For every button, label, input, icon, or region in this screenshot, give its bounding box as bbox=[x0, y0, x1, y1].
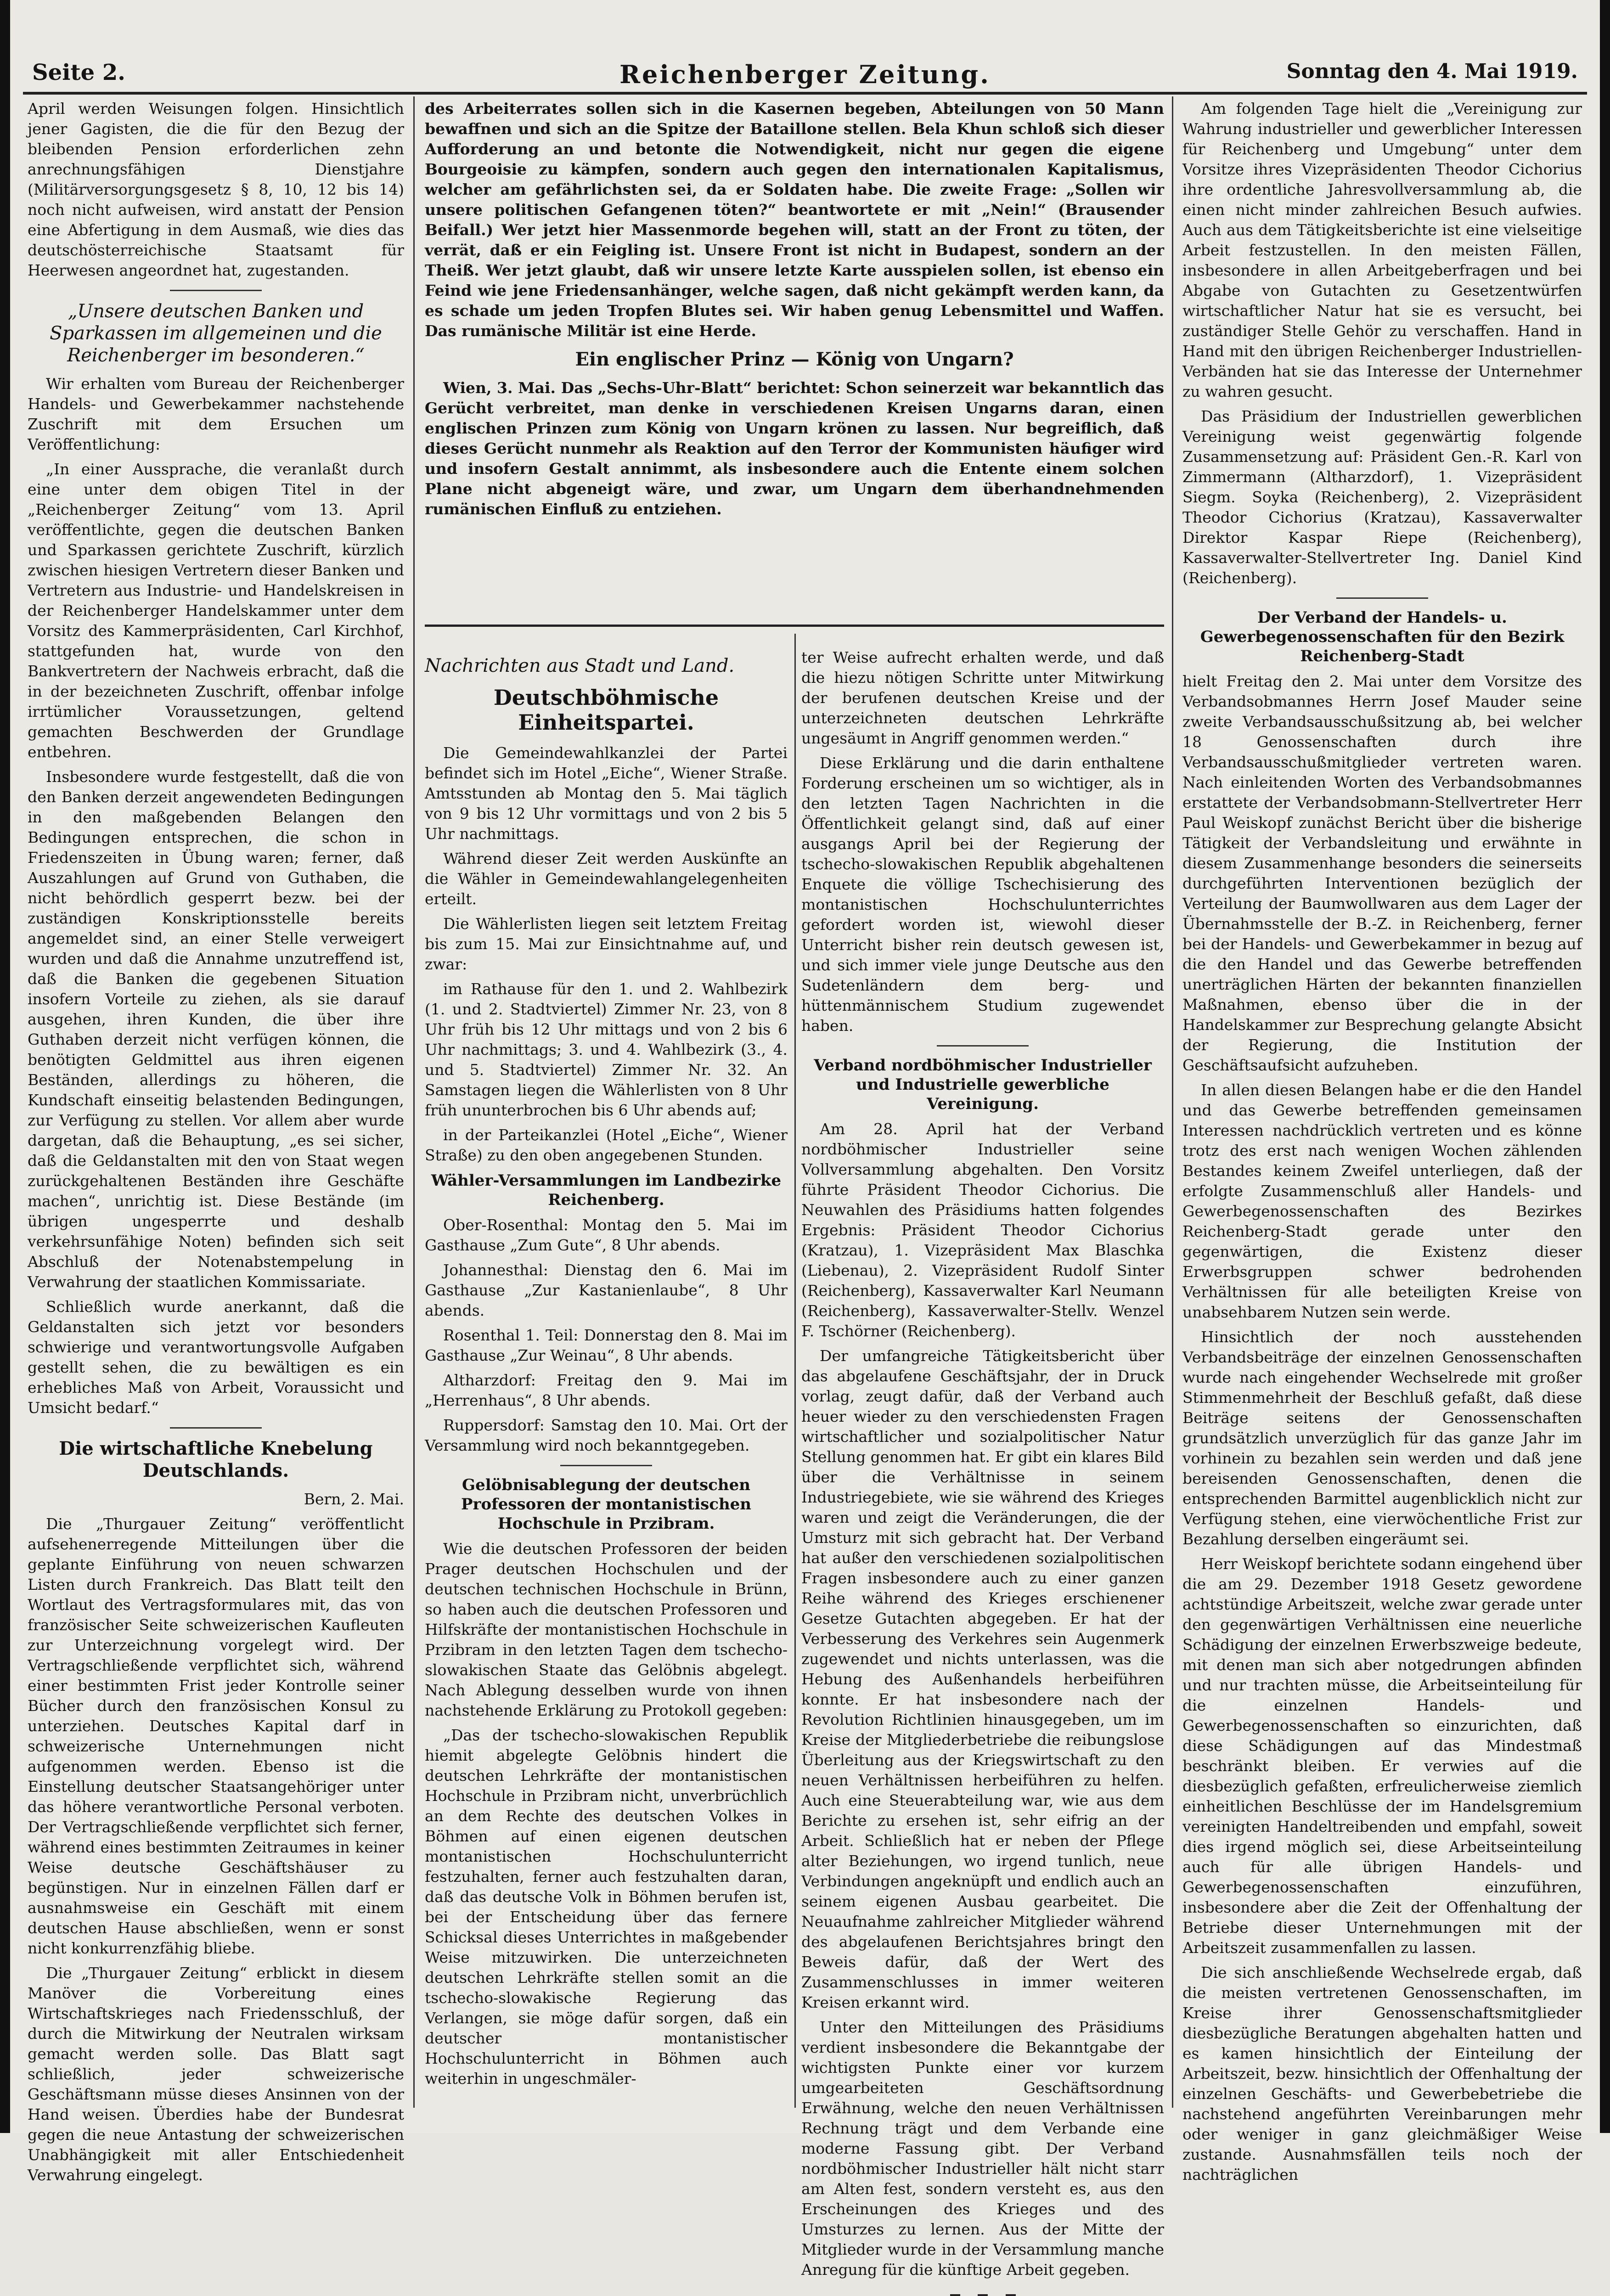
column-rule bbox=[794, 634, 796, 2108]
paragraph: Altharzdorf: Freitag den 9. Mai im „Herrenhaus“, 8 Uhr abends. bbox=[425, 1371, 788, 1409]
divider bbox=[170, 290, 262, 291]
paragraph: in der Parteikanzlei (Hotel „Eiche“, Wiener Straße) zu den oben angegebenen Stunden. bbox=[425, 1126, 788, 1164]
column-2b bbox=[801, 647, 1164, 2296]
divider bbox=[1336, 597, 1428, 599]
scan-edge-left bbox=[0, 0, 10, 2133]
paragraph: Die sich anschließende Wechselrede ergab, daß die meisten vertretenen Genossenschaften, im Kreise ihrer Genossenschaftsmitglieder diesbezügliche Beratungen abgehalten hatten und es kamen hinsichtlich der Einteilung der Arbeitszeit, bezw. hinsichtlich der Offenhaltung der einzelnen Geschäfts- und Gewerbebetriebe die nachstehend angeführten Vereinbarungen mehr oder weniger in ganz gleichmäßiger Weise zustande. Ausnahmsfällen teils noch der nachträglichen bbox=[1182, 1964, 1582, 2183]
paragraph: Herr Weiskopf berichtete sodann eingehend über die am 29. Dezember 1918 Gesetz gewordene achtstündige Arbeitszeit, welche zwar gerade unter den gegenwärtigen Verhältnissen eine neuerliche Schädigung der einzelnen Erwerbszweige bedeute, mit denen man sich aber notgedrungen abfinden und nur trachten müsse, die Arbeitseinteilung für die einzelnen Handels- und Gewerbegenossenschaften so einzurichten, daß diese Schädigungen auf das Mindestmaß beschränkt bleiben. Er verwies auf die diesbezüglich gefaßten, erfreulicherweise ziemlich einheitlichen Beschlüsse der im Handelsgremium vereinigten Handeltreibenden und empfahl, soweit dies irgend möglich sei, diese Arbeitseinteilung auch für alle übrigen Handels- und Gewerbegenossenschaften einzuführen, insbesondere aber die Zeit der Offenhaltung der Betriebe dieser Unternehmungen mit der Arbeitszeit zusammenfallen zu lassen. bbox=[1182, 1555, 1582, 1957]
paragraph: im Rathause für den 1. und 2. Wahlbezirk (1. und 2. Stadtviertel) Zimmer Nr. 23, von 8 Uhr früh bis 12 Uhr mittags und von 2 bis 6 Uhr nachmittags; 3. und 4. Wahlbezirk (3., 4. und 5. Stadtviertel) Zimmer Nr. 32. An Samstagen liegen die Wählerlisten von 8 Uhr früh ununterbrochen bis 6 Uhr abends auf; bbox=[425, 980, 788, 1119]
page-number: Seite 2. bbox=[32, 60, 125, 85]
paragraph: Die Wählerlisten liegen seit letztem Freitag bis zum 15. Mai zur Einsichtnahme auf, und zwar: bbox=[425, 915, 788, 973]
paragraph: Die Gemeindewahlkanzlei der Partei befindet sich im Hotel „Eiche“, Wiener Straße. Amtsstunden ab Montag den 5. Mai täglich von 9 bis 12 Uhr vormittags und von 2 bis 5 Uhr nachmittags. bbox=[425, 744, 788, 843]
end-mark bbox=[978, 2294, 988, 2296]
paragraph: Ober-Rosenthal: Montag den 5. Mai im Gasthause „Zum Gute“, 8 Uhr abends. bbox=[425, 1216, 788, 1254]
paragraph: Wien, 3. Mai. Das „Sechs-Uhr-Blatt“ berichtet: Schon seinerzeit war bekanntlich das Gerücht verbreitet, man denke in verschiedenen Kreisen Ungarns daran, einen englischen Prinzen zum König von Ungarn krönen zu lassen. Nur begreiflich, daß dieses Gerücht nunmehr als Reaktion auf den Terror der Kommunisten häufiger wird und insofern Gestalt annimmt, als insbesondere auch die Entente einem solchen Plane nicht abgeneigt wäre, und zwar, um Ungarn dem überhandnehmenden rumänischen Einfluß zu entziehen. bbox=[425, 379, 1164, 518]
column-2-top bbox=[425, 99, 1164, 524]
column-1 bbox=[28, 99, 404, 2190]
paragraph: In allen diesen Belangen habe er die den Handel und das Gewerbe betreffenden gemeinsamen Interessen nachdrücklich vertreten und es könne trotz des erst nach wenigen Wochen zählenden Bestandes keinem Zweifel unterliegen, daß der erfolgte Zusammenschluß aller Handels- und Gewerbegenossenschaften des Bezirkes Reichenberg-Stadt gerade unter den gegenwärtigen, die Existenz dieser Erwerbsgruppen schwer bedrohenden Verhältnissen für alle beteiligten Kreise von unabsehbarem Nutzen sein werde. bbox=[1182, 1081, 1582, 1321]
paragraph: Das Präsidium der Industriellen gewerblichen Vereinigung weist gegenwärtig folgende Zusammensetzung auf: Präsident Gen.-R. Karl von Zimmermann (Altharzdorf), 1. Vizepräsident Siegm. Soyka (Reichenberg), 2. Vizepräsident Theodor Cichorius (Kratzau), Kassaverwalter Direktor Kaspar Riepe (Reichenberg), Kassaverwalter-Stellvertreter Ing. Daniel Kind (Reichenberg). bbox=[1182, 407, 1582, 587]
paragraph: Unter den Mitteilungen des Präsidiums verdient insbesondere die Bekanntgabe der wichtigsten Punkte einer vor kurzem umgearbeiteten Geschäftsordnung Erwähnung, welche den neuen Verhältnissen Rechnung trägt und dem Verbande eine moderne Fassung gibt. Der Verband nordböhmischer Industrieller hält nicht starr am Alten fest, sondern versteht es, aus den Erscheinungen des Krieges und des Umsturzes zu lernen. Aus der Mitte der Mitglieder wurde in der Versammlung manche Anregung für die künftige Arbeit gegeben. bbox=[801, 2018, 1164, 2279]
paragraph: Die „Thurgauer Zeitung“ erblickt in diesem Manöver die Vorbereitung eines Wirtschaftskrieges nach Friedensschluß, der durch die Mitwirkung der Neutralen wirksam gemacht werden solle. Das Blatt sagt schließlich, jeder schweizerische Geschäftsmann müsse dieses Ansinnen von der Hand weisen. Überdies habe der Bundesrat gegen die neue Antastung der schweizerischen Unabhängigkeit mit aller Entschiedenheit Verwahrung eingelegt. bbox=[28, 1964, 404, 2184]
paragraph: „In einer Aussprache, die veranlaßt durch eine unter dem obigen Titel in der „Reichenberger Zeitung“ vom 13. April veröffentlichte, gegen die deutschen Banken und Sparkassen gerichtete Zuschrift, kürzlich zwischen hiesigen Vertretern dieser Banken und Vertretern aus Industrie- und Handelskreisen in der Reichenberger Handelskammer unter dem Vorsitz des Kammerpräsidenten, Carl Kirchhof, stattgefunden hat, wurde von den Bankvertretern der Nachweis erbracht, daß die in der bezeichneten Zuschrift, offenbar infolge irrtümlicher Voraussetzungen, geltend gemachten Beschwerden der Grundlage entbehren. bbox=[28, 460, 404, 761]
article-heading-handelsverband: Der Verband der Handels- u. Gewerbegenossenschaften für den Bezirk Reichenberg-Stadt bbox=[1200, 608, 1565, 665]
column-rule bbox=[1172, 96, 1173, 2108]
paragraph: Johannesthal: Dienstag den 6. Mai im Gasthause „Zur Kastanienlaube“, 8 Uhr abends. bbox=[425, 1261, 788, 1319]
paragraph: Am 28. April hat der Verband nordböhmischer Industrieller seine Vollversammlung abgehalten. Den Vorsitz führte Präsident Theodor Cichorius. Die Neuwahlen des Präsidiums hatten folgendes Ergebnis: Präsident Theodor Cichorius (Kratzau), 1. Vizepräsident Max Blaschka (Liebenau), 2. Vizepräsident Rudolf Sinter (Reichenberg), Kassaverwalter Karl Neumann (Reichenberg), Kassaverwalter-Stellv. Wenzel F. Tschörner (Reichenberg). bbox=[801, 1120, 1164, 1340]
paragraph: Wie die deutschen Professoren der beiden Prager deutschen Hochschulen und der deutschen technischen Hochschule in Brünn, so haben auch die deutschen Professoren und Hilfskräfte der montanistischen Hochschule in Przibram in den letzten Tagen dem tschecho-slowakischen Staate das Gelöbnis abgelegt. Nach Ablegung desselben wurde von ihnen nachstehende Erklärung zu Protokoll gegeben: bbox=[425, 1540, 788, 1719]
article-heading-einheitspartei: Deutschböhmische Einheitspartei. bbox=[493, 685, 719, 735]
column-2a bbox=[425, 647, 788, 2093]
article-heading-knebelung: Die wirtschaftliche Knebelung Deutschlands. bbox=[59, 1438, 373, 1481]
end-mark bbox=[1006, 2294, 1016, 2296]
paragraph: Ruppersdorf: Samstag den 10. Mai. Ort der Versammlung wird noch bekanntgegeben. bbox=[425, 1416, 788, 1454]
divider bbox=[937, 1045, 1029, 1047]
paragraph: Am folgenden Tage hielt die „Vereinigung zur Wahrung industrieller und gewerblicher Interessen für Reichenberg und Umgebung“ unter dem Vorsitze ihres Vizepräsidenten Theodor Cichorius ihre ordentliche Jahresvollversammlung ab, die einen nicht minder zahlreichen Besuch aufwies. Auch aus dem Tätigkeitsberichte ist eine vielseitige Arbeit festzustellen. In den meisten Fällen, insbesondere in allen Arbeitgeberfragen und bei Abgabe von Gutachten zu Gesetzentwürfen wirtschaftlicher Natur hat sie es versucht, bei zuständiger Stelle Gehör zu verschaffen. Hand in Hand mit den übrigen Reichenberger Industriellen-Verbänden hat sie das Interesse der Unternehmer zu wahren gesucht. bbox=[1182, 100, 1582, 400]
end-marks bbox=[801, 2289, 1164, 2296]
dateline: Bern, 2. Mai. bbox=[304, 1490, 404, 1508]
column-4 bbox=[1182, 99, 1582, 2189]
subheading-versammlungen: Wähler-Versammlungen im Landbezirke Reichenberg. bbox=[431, 1171, 782, 1209]
paragraph: Wir erhalten vom Bureau der Reichenberger Handels- und Gewerbekammer nachstehende Zuschrift mit dem Ersuchen um Veröffentlichung: bbox=[28, 375, 404, 453]
paragraph: Während dieser Zeit werden Auskünfte an die Wähler in Gemeindewahlangelegenheiten erteilt. bbox=[425, 850, 788, 908]
section-title: Nachrichten aus Stadt und Land. bbox=[425, 655, 735, 676]
paragraph: hielt Freitag den 2. Mai unter dem Vorsitze des Verbandsobmannes Herrn Josef Mauder seine zweite Verbandsausschußsitzung ab, bei welcher 18 Genossenschaften durch ihre Verbandsausschußmitglieder vertreten waren. Nach einleitenden Worten des Verbandsobmannes erstattete der Verbandsobmann-Stellvertreter Herr Paul Weiskopf zunächst Bericht über die bisherige Tätigkeit der Verbandsleitung und erwähnte in diesem Zusammenhange besonders die seinerseits durchgeführten Interventionen bezüglich der Verteilung der Baumwollwaren aus dem Lager der Übernahmsstelle der B.-Z. in Reichenberg, ferner bei der Handels- und Gewerbekammer in bezug auf die den Handel und das Gewerbe betreffenden unerträglichen Härten der bekannten finanziellen Maßnahmen, ebenso über die in der Handelskammer zur Besprechung gelangte Absicht der Regierung, die Institution der Geschäftsaufsicht aufzuheben. bbox=[1182, 672, 1582, 1074]
paragraph: Diese Erklärung und die darin enthaltene Forderung erscheinen um so wichtiger, als in den letzten Tagen Nachrichten in die Öffentlichkeit gelangt sind, daß auf einer ausgangs April bei der Regierung der tschecho-slowakischen Republik abgehaltenen Enquete die völlige Tschechisierung des montanistischen Hochschulunterrichtes gefordert worden ist, wiewohl dieser Unterricht bisher rein deutsch gewesen ist, und sich immer viele junge Deutsche aus den Sudetenländern dem berg- und hüttenmännischem Studium zugewendet haben. bbox=[801, 754, 1164, 1035]
divider bbox=[170, 1427, 262, 1429]
article-heading-banks: „Unsere deutschen Banken und Sparkassen im allgemeinen und die Reichenberger im besonderen.“ bbox=[50, 301, 382, 366]
issue-date: Sonntag den 4. Mai 1919. bbox=[1286, 60, 1578, 83]
paragraph: Insbesondere wurde festgestellt, daß die von den Banken derzeit angewendeten Bedingungen in den maßgebenden Belangen den Bedingungen entsprechen, die schon in Friedenszeiten in Übung waren; ferner, daß Auszahlungen auf Grund von Guthaben, die nicht behördlich gesperrt bezw. bei der zuständigen Konskriptionsstelle bereits angemeldet sind, an einer Stelle verweigert wurden und daß die Annahme unzutreffend ist, daß die Banken die gegebenen Situation insofern Vorteile zu ziehen, als sie darauf ausgehen, ihren Kunden, die über ihre Guthaben derzeit nicht verfügen können, die benötigten Geldmittel aus ihren eigenen Beständen, allerdings zu höheren, die Kundschaft einseitig belastenden Bedingungen, zur Verfügung zu stellen. Vor allem aber wurde dargetan, daß die Behauptung, „es sei sicher, daß die Geldanstalten mit den von Staat wegen zurückgehaltenen Beständen ihre Geschäfte machen“, unrichtig ist. Diese Bestände (im übrigen ungesperrte und deshalb verkehrsunfähige Noten) befinden sich seit Abschluß der Notenabstempelung in Verwahrung der staatlichen Kommissariate. bbox=[28, 768, 404, 1291]
paragraph: des Arbeiterrates sollen sich in die Kasernen begeben, Abteilungen von 50 Mann bewaffnen und sich an die Spitze der Bataillone stellen. Bela Khun schloß sich dieser Aufforderung an und betonte die Notwendigkeit, nicht nur gegen die eigene Bourgeoisie zu kämpfen, sondern auch gegen den internationalen Kapitalismus, welcher am gefährlichsten sei, da er Soldaten habe. Die zweite Frage: „Sollen wir unsere politischen Gefangenen töten?“ beantwortete er mit „Nein!“ (Brausender Beifall.) Wer jetzt hier Massenmorde begehen will, statt an der Front zu töten, der verrät, daß er ein Feigling ist. Unsere Front ist nicht in Budapest, sondern an der Theiß. Wer jetzt glaubt, daß wir unsere letzte Karte ausspielen sollen, ist ebenso ein Feind wie jene Friedensanhänger, welche sagen, daß nicht gekämpft werden kann, da es schade um jeden Tropfen Blutes sei. Wir haben genug Lebensmittel und Waffen. Das rumänische Militär ist eine Herde. bbox=[425, 100, 1164, 340]
paragraph: Schließlich wurde anerkannt, daß die Geldanstalten sich jetzt vor besonders schwierige und verantwortungsvolle Aufgaben gestellt sehen, die zu bewältigen es ein erhebliches Maß von Arbeit, Voraussicht und Umsicht bedarf.“ bbox=[28, 1298, 404, 1417]
article-heading-geloebnis: Gelöbnisablegung der deutschen Professoren der montanistischen Hochschule in Przibram. bbox=[461, 1476, 752, 1533]
paragraph: Hinsichtlich der noch ausstehenden Verbandsbeiträge der einzelnen Genossenschaften wurde nach eingehender Wechselrede mit großer Stimmenmehrheit der Beschluß gefaßt, daß diese Beiträge seitens der Genossenschaften grundsätzlich unverzüglich für das ganze Jahr im vorhinein zu bezahlen sein werden und daß jene bereisenden Genossenschaften, denen die entsprechenden Barmittel augenblicklich nicht zur Verfügung stehen, eine vierwöchentliche Frist zur Bezahlung derselben eingeräumt sei. bbox=[1182, 1328, 1582, 1548]
scan-edge-right bbox=[1600, 0, 1610, 2133]
paragraph: Der umfangreiche Tätigkeitsbericht über das abgelaufene Geschäftsjahr, der in Druck vorlag, zeugt dafür, daß der Verband auch heuer wieder zu den verschiedensten Fragen wirtschaftlicher und sozialpolitischer Natur Stellung genommen hat. Er gibt ein klares Bild über die Verhältnisse in seinem Industriegebiete, wie sie während des Krieges waren und zeigt die Veränderungen, die der Umsturz mit sich gebracht hat. Der Verband hat außer den verschiedenen sozialpolitischen Fragen insbesondere auch zu einer ganzen Reihe während des Krieges erschienener Gesetze Gutachten abgegeben. Er hat der Verbesserung des Verkehres sein Augenmerk zugewendet und nichts unterlassen, was die Hebung des Außenhandels herbeiführen konnte. Er hat insbesondere nach der Revolution Richtlinien hinausgegeben, um im Kreise der Mitgliederbetriebe die reibungslose Überleitung aus der Kriegswirtschaft zu den neuen Verhältnissen herbeiführen zu helfen. Auch eine Steuerabteilung war, wie aus dem Berichte zu ersehen ist, sehr eifrig an der Arbeit. Schließlich hat er neben der Pflege alter Beziehungen, wo irgend tunlich, neue Verbindungen angeknüpft und endlich auch an seinem eigenen Ausbau gearbeitet. Die Neuaufnahme zahlreicher Mitglieder während des abgelaufenen Berichtsjahres bringt den Beweis dafür, daß der Wert des Zusammenschlusses in immer weiteren Kreisen erkannt wird. bbox=[801, 1347, 1164, 2011]
article-heading-verband: Verband nordböhmischer Industrieller und Industrielle gewerbliche Vereinigung. bbox=[814, 1056, 1152, 1113]
column-rule bbox=[413, 96, 415, 2108]
paragraph: Rosenthal 1. Teil: Donnerstag den 8. Mai im Gasthause „Zur Weinau“, 8 Uhr abends. bbox=[425, 1326, 788, 1364]
paragraph: Die „Thurgauer Zeitung“ veröffentlicht aufsehenerregende Mitteilungen über die geplante Einführung von neuen schwarzen Listen durch Frankreich. Das Blatt teilt den Wortlaut des Vertragsformulares mit, das von französischer Seite schweizerischen Kaufleuten zur Unterzeichnung vorgelegt wird. Der Vertragschließende verpflichtet sich, während einer bestimmten Frist jeder Kontrolle seiner Bücher durch den französischen Konsul zu unterziehen. Deutsches Kapital darf in schweizerische Unternehmungen nicht aufgenommen werden. Ebenso ist die Einstellung deutscher Staatsangehöriger unter das höhere verantwortliche Personal verboten. Der Vertragschließende verpflichtet sich ferner, während eines bestimmten Zeitraumes in keiner Weise deutsche Geschäftshäuser zu begünstigen. Nur in einzelnen Fällen darf er ausnahmsweise ein Geschäft mit einem deutschen Hause abschließen, wenn er sonst nicht konkurrenzfähig bliebe. bbox=[28, 1515, 404, 1957]
divider bbox=[560, 1465, 652, 1466]
paragraph: „Das der tschecho-slowakischen Republik hiemit abgelegte Gelöbnis hindert die deutschen Lehrkräfte der montanistischen Hochschule in Przibram nicht, unverbrüchlich an dem Rechte des deutschen Volkes in Böhmen auf einen eigenen deutschen montanistischen Hochschulunterricht festzuhalten, ferner auch festzuhalten daran, daß das deutsche Volk in Böhmen berufen ist, bei der Entscheidung über das fernere Schicksal dieses Unterrichtes in maßgebender Weise mitzuwirken. Die unterzeichneten deutschen Lehrkräfte stellen somit an die tschecho-slowakische Regierung das Verlangen, sie möge dafür sorgen, daß ein deutscher montanistischer Hochschulunterricht in Böhmen auch weiterhin in ungeschmäler- bbox=[425, 1726, 788, 2088]
page-header bbox=[23, 60, 1587, 95]
article-heading-prinz: Ein englischer Prinz — König von Ungarn? bbox=[575, 349, 1014, 370]
article-continuation: April werden Weisungen folgen. Hinsichtlich jener Gagisten, die die für den Bezug der bleibenden Pension erforderlichen zehn anrechnungsfähigen Dienstjahre (Militärversorgungsgesetz § 8, 10, 12 bis 14) noch nicht aufweisen, wird anstatt der Pension eine Abfertigung in dem Ausmaß, wie dies das deutschösterreichische Staatsamt für Heerwesen angeordnet hat, zugestanden. bbox=[28, 100, 404, 279]
end-mark bbox=[950, 2294, 960, 2296]
masthead: Reichenberger Zeitung. bbox=[619, 60, 991, 89]
paragraph: ter Weise aufrecht erhalten werde, und daß die hiezu nötigen Schritte unter Mitwirkung der berufenen deutschen Kreise und der unterzeichneten deutschen Lehrkräfte ungesäumt in Angriff genommen werden.“ bbox=[801, 648, 1164, 747]
section-divider bbox=[425, 625, 1164, 627]
